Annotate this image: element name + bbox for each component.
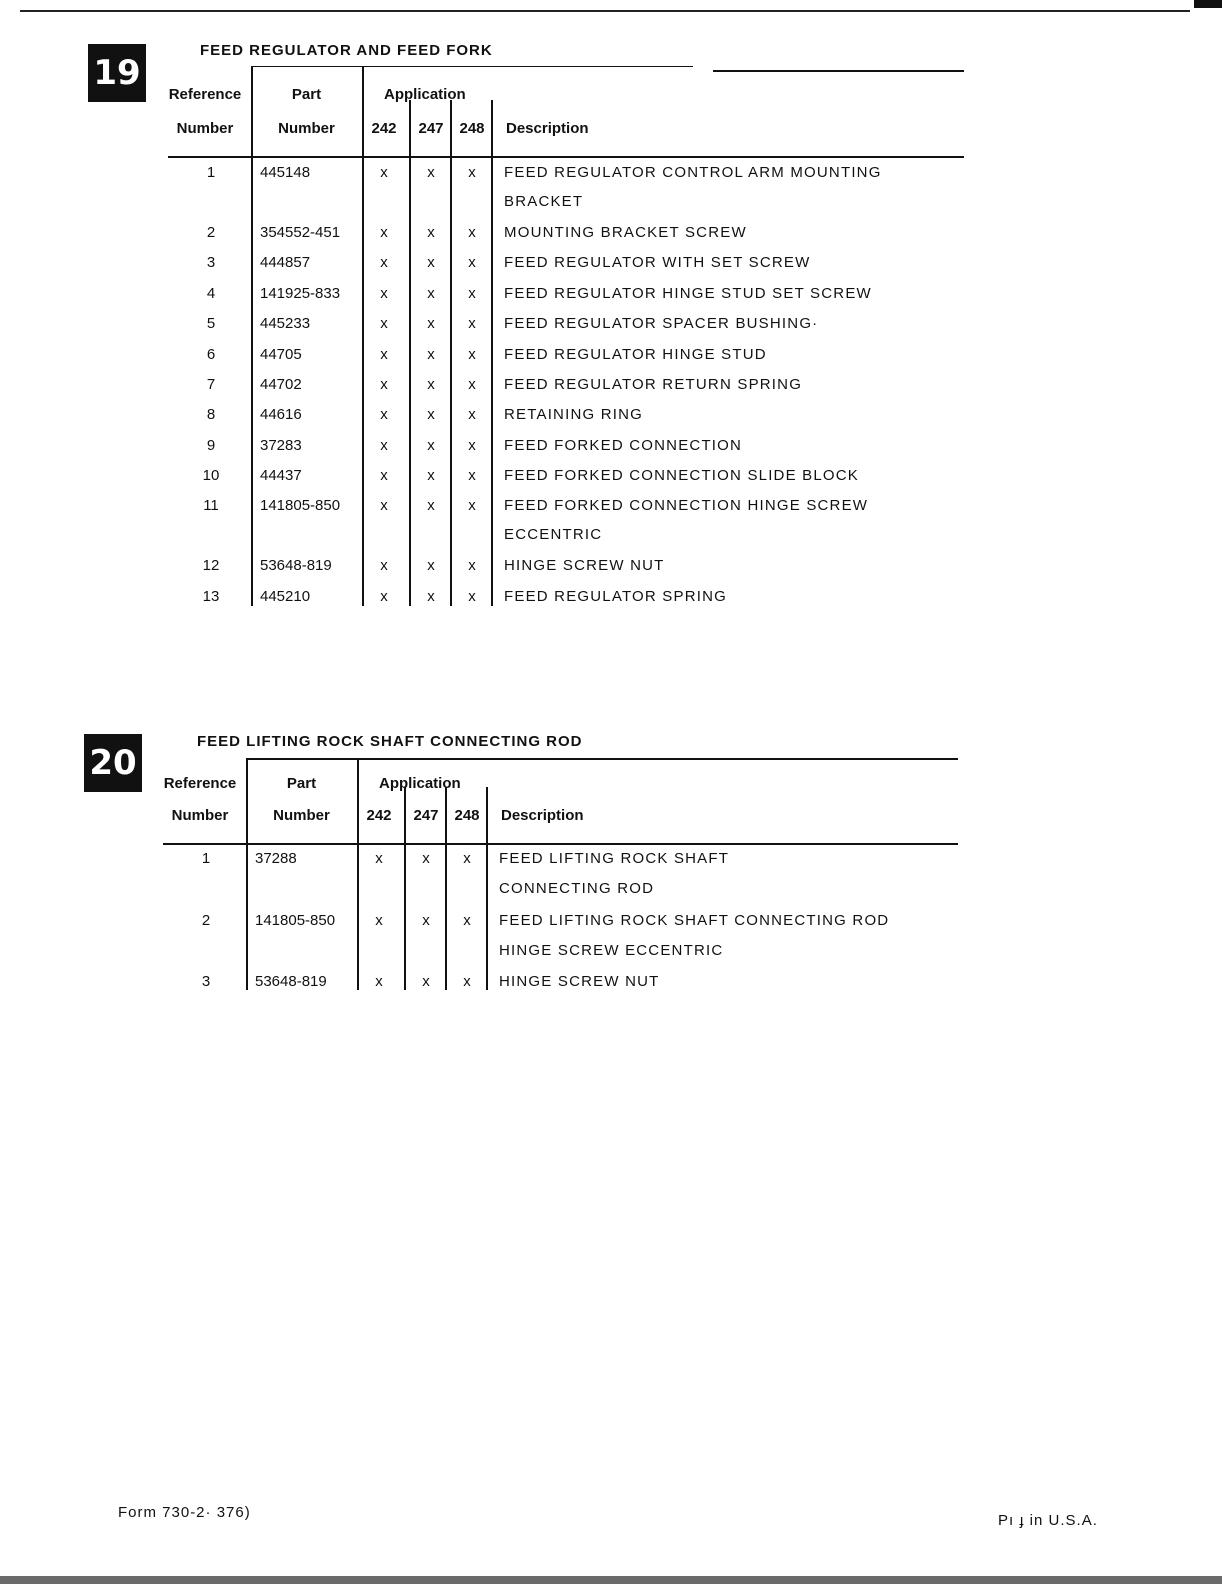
application-mark-242: x	[380, 346, 388, 363]
column-rule	[491, 100, 493, 606]
application-mark-248: x	[468, 376, 476, 393]
reference-number: 10	[202, 467, 220, 484]
header-part: Part	[286, 775, 317, 792]
column-rule	[357, 758, 359, 990]
part-number: 141925-833	[260, 285, 341, 302]
application-mark-248: x	[468, 467, 476, 484]
application-mark-242: x	[380, 315, 388, 332]
application-mark-248: x	[463, 912, 471, 929]
application-mark-242: x	[380, 497, 388, 514]
part-number: 141805-850	[260, 497, 341, 514]
application-mark-242: x	[375, 850, 383, 867]
part-number: 445233	[260, 315, 311, 332]
header-description: Description	[501, 807, 584, 824]
application-mark-247: x	[427, 467, 435, 484]
reference-number: 13	[202, 588, 220, 605]
application-mark-248: x	[463, 973, 471, 990]
part-description: FEED LIFTING ROCK SHAFT CONNECTING ROD	[499, 912, 890, 929]
reference-number: 3	[206, 254, 216, 271]
header-description: Description	[506, 120, 589, 137]
application-mark-247: x	[427, 437, 435, 454]
application-mark-242: x	[380, 437, 388, 454]
header-model-248: 248	[454, 807, 480, 824]
header-part-number: Number	[278, 120, 335, 137]
table-header-rule	[168, 156, 964, 158]
reference-number: 5	[206, 315, 216, 332]
application-mark-248: x	[468, 164, 476, 181]
part-description: BRACKET	[504, 193, 584, 210]
application-mark-242: x	[375, 912, 383, 929]
reference-number: 11	[203, 497, 219, 514]
header-reference: Reference	[168, 86, 242, 103]
application-mark-248: x	[468, 346, 476, 363]
part-number: 53648-819	[255, 973, 327, 990]
part-description: FEED FORKED CONNECTION SLIDE BLOCK	[504, 467, 860, 484]
part-description: FEED FORKED CONNECTION	[504, 437, 743, 454]
header-model-242: 242	[366, 807, 392, 824]
application-mark-247: x	[427, 254, 435, 271]
application-mark-247: x	[427, 588, 435, 605]
application-mark-247: x	[422, 850, 430, 867]
reference-number: 12	[202, 557, 220, 574]
reference-number: 6	[206, 346, 216, 363]
application-mark-247: x	[427, 406, 435, 423]
application-mark-248: x	[468, 437, 476, 454]
part-number: 37288	[255, 850, 297, 867]
part-number: 444857	[260, 254, 311, 271]
column-rule	[246, 758, 248, 990]
application-mark-242: x	[375, 973, 383, 990]
header-reference-number: Number	[171, 807, 229, 824]
footer-printed: Pı ɟ in U.S.A.	[998, 1512, 1098, 1529]
application-mark-242: x	[380, 376, 388, 393]
part-description: FEED REGULATOR SPACER BUSHING·	[504, 315, 819, 332]
top-rule	[20, 10, 1190, 12]
header-part: Part	[291, 86, 322, 103]
section-badge: 19	[88, 44, 146, 102]
part-description: FEED LIFTING ROCK SHAFT	[499, 850, 730, 867]
application-mark-242: x	[380, 557, 388, 574]
application-mark-248: x	[468, 254, 476, 271]
reference-number: 9	[206, 437, 216, 454]
part-number: 44437	[260, 467, 302, 484]
bottom-edge	[0, 1576, 1222, 1584]
part-number: 354552-451	[260, 224, 341, 241]
header-application: Application	[384, 86, 466, 103]
application-mark-242: x	[380, 467, 388, 484]
reference-number: 4	[206, 285, 216, 302]
reference-number: 7	[206, 376, 216, 393]
application-mark-248: x	[468, 588, 476, 605]
part-description: CONNECTING ROD	[499, 880, 655, 897]
application-mark-242: x	[380, 224, 388, 241]
header-reference: Reference	[163, 775, 237, 792]
column-rule	[409, 100, 411, 606]
application-mark-247: x	[427, 346, 435, 363]
application-mark-248: x	[468, 497, 476, 514]
part-description: FEED REGULATOR CONTROL ARM MOUNTING	[504, 164, 882, 181]
application-mark-247: x	[422, 973, 430, 990]
reference-number: 2	[201, 912, 211, 929]
part-description: FEED REGULATOR RETURN SPRING	[504, 376, 803, 393]
part-number: 53648-819	[260, 557, 332, 574]
part-description: RETAINING RING	[504, 406, 644, 423]
part-number: 445148	[260, 164, 311, 181]
table-top-rule	[246, 758, 958, 760]
table-top-rule	[251, 66, 693, 67]
reference-number: 2	[206, 224, 216, 241]
column-rule	[362, 66, 364, 606]
application-mark-247: x	[422, 912, 430, 929]
header-model-247: 247	[418, 120, 444, 137]
application-mark-242: x	[380, 406, 388, 423]
header-reference-number: Number	[176, 120, 234, 137]
part-number: 44616	[260, 406, 302, 423]
application-mark-247: x	[427, 557, 435, 574]
table-top-rule	[713, 70, 964, 72]
application-mark-242: x	[380, 254, 388, 271]
part-description: FEED REGULATOR HINGE STUD	[504, 346, 767, 363]
header-model-247: 247	[413, 807, 439, 824]
part-description: FEED REGULATOR HINGE STUD SET SCREW	[504, 285, 872, 302]
part-number: 37283	[260, 437, 302, 454]
header-model-242: 242	[371, 120, 397, 137]
application-mark-248: x	[468, 315, 476, 332]
application-mark-242: x	[380, 285, 388, 302]
column-rule	[450, 100, 452, 606]
part-description: MOUNTING BRACKET SCREW	[504, 224, 747, 241]
part-number: 44702	[260, 376, 302, 393]
part-number: 141805-850	[255, 912, 336, 929]
reference-number: 8	[206, 406, 216, 423]
reference-number: 1	[206, 164, 216, 181]
part-description: FEED REGULATOR WITH SET SCREW	[504, 254, 811, 271]
reference-number: 3	[201, 973, 211, 990]
part-description: FEED REGULATOR SPRING	[504, 588, 728, 605]
application-mark-247: x	[427, 164, 435, 181]
part-description: HINGE SCREW ECCENTRIC	[499, 942, 724, 959]
application-mark-247: x	[427, 315, 435, 332]
part-description: FEED FORKED CONNECTION HINGE SCREW	[504, 497, 869, 514]
section-title: FEED LIFTING ROCK SHAFT CONNECTING ROD	[197, 733, 583, 750]
table-header-rule	[163, 843, 958, 845]
application-mark-242: x	[380, 588, 388, 605]
part-number: 44705	[260, 346, 302, 363]
application-mark-248: x	[468, 224, 476, 241]
part-description: HINGE SCREW NUT	[504, 557, 665, 574]
part-description: HINGE SCREW NUT	[499, 973, 660, 990]
header-application: Application	[379, 775, 461, 792]
section-badge: 20	[84, 734, 142, 792]
section-title: FEED REGULATOR AND FEED FORK	[200, 42, 493, 59]
application-mark-247: x	[427, 376, 435, 393]
column-rule	[251, 66, 253, 606]
application-mark-247: x	[427, 497, 435, 514]
part-description: ECCENTRIC	[504, 526, 603, 543]
footer-form-number: Form 730-2· 376)	[118, 1504, 251, 1521]
header-part-number: Number	[273, 807, 330, 824]
reference-number: 1	[201, 850, 211, 867]
top-corner-mark	[1194, 0, 1222, 8]
application-mark-242: x	[380, 164, 388, 181]
application-mark-248: x	[468, 557, 476, 574]
application-mark-247: x	[427, 224, 435, 241]
application-mark-248: x	[463, 850, 471, 867]
application-mark-248: x	[468, 406, 476, 423]
application-mark-247: x	[427, 285, 435, 302]
part-number: 445210	[260, 588, 311, 605]
application-mark-248: x	[468, 285, 476, 302]
header-model-248: 248	[459, 120, 485, 137]
